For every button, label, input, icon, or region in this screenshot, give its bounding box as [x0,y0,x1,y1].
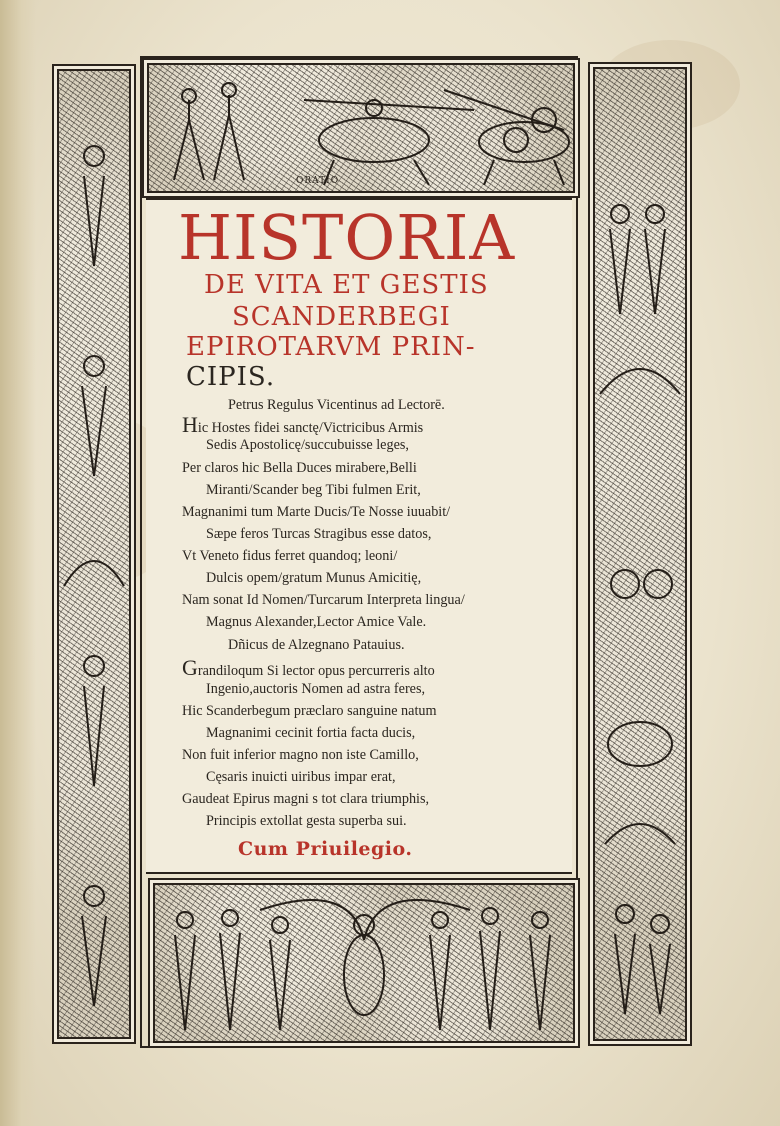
title-epirotarum-prin: EPIROTARVM PRIN- [186,332,476,362]
left-border-figures-illustration [54,66,134,1042]
poem2-line-7: Gaudeat Epirus magni s tot clara triumphis, [182,791,430,807]
top-woodcut-battle-scene [142,58,580,198]
poem2-line-8: Principis extollat gesta superba sui. [206,813,407,829]
poem2-line-2: Ingenio,auctoris Nomen ad astra feres, [206,681,426,697]
assembly-scene-illustration [150,880,578,1046]
poem2-line-5: Non fuit inferior magno non iste Camillo, [182,747,419,763]
cum-privilegio-imprint: Cum Priuilegio. [238,838,413,860]
bottom-woodcut-assembly-scene [148,878,580,1048]
poem1-line-2: Sedis Apostolicę/succubuisse leges, [206,437,409,453]
title-historia: HISTORIA [178,201,516,274]
woodcut-label-oratio: ORATIO [296,176,340,186]
right-border-figures-illustration [590,64,690,1044]
poem2-heading: Dñicus de Alzegnano Patauius. [228,637,405,653]
poem1-line-9: Nam sonat Id Nomen/Turcarum Interpreta lingua/ [182,592,465,608]
poem1-line-7: Vt Veneto fidus ferret quandoq; leoni/ [182,548,398,564]
battle-scene-illustration [144,60,578,196]
page-spine-shadow [0,0,36,1126]
poem1-line-8: Dulcis opem/gratum Munus Amicitię, [206,570,422,586]
poem1-line-4: Miranti/Scander beg Tibi fulmen Erit, [206,482,421,498]
poem1-line-3: Per claros hic Bella Duces mirabere,Belli [182,460,417,476]
poem1-line-1: Hic Hostes fidei sanctę/Victricibus Armis [182,412,424,437]
poem2-line-1: Grandiloqum Si lector opus percurreris alto [182,655,435,680]
title-scanderbegi: SCANDERBEGI [232,302,451,332]
poem2-line-3: Hic Scanderbegum præclaro sanguine natum [182,703,437,719]
poem1-line-5: Magnanimi tum Marte Ducis/Te Nosse iuuabit/ [182,504,451,520]
poem2-line-4: Magnanimi cecinit fortia facta ducis, [206,725,416,741]
poem2-line-6: Cęsaris inuicti uiribus impar erat, [206,769,396,785]
poem1-heading: Petrus Regulus Vicentinus ad Lectorē. [228,397,445,413]
title-cipis: CIPIS. [186,362,276,392]
poem2-drop-capital: G [182,655,198,680]
poem1-drop-capital: H [182,412,198,437]
title-de-vita-et-gestis: DE VITA ET GESTIS [204,270,489,300]
poem1-line-10: Magnus Alexander,Lector Amice Vale. [206,614,427,630]
right-woodcut-border [588,62,692,1046]
left-woodcut-border [52,64,136,1044]
poem1-line-6: Sæpe feros Turcas Stragibus esse datos, [206,526,432,542]
